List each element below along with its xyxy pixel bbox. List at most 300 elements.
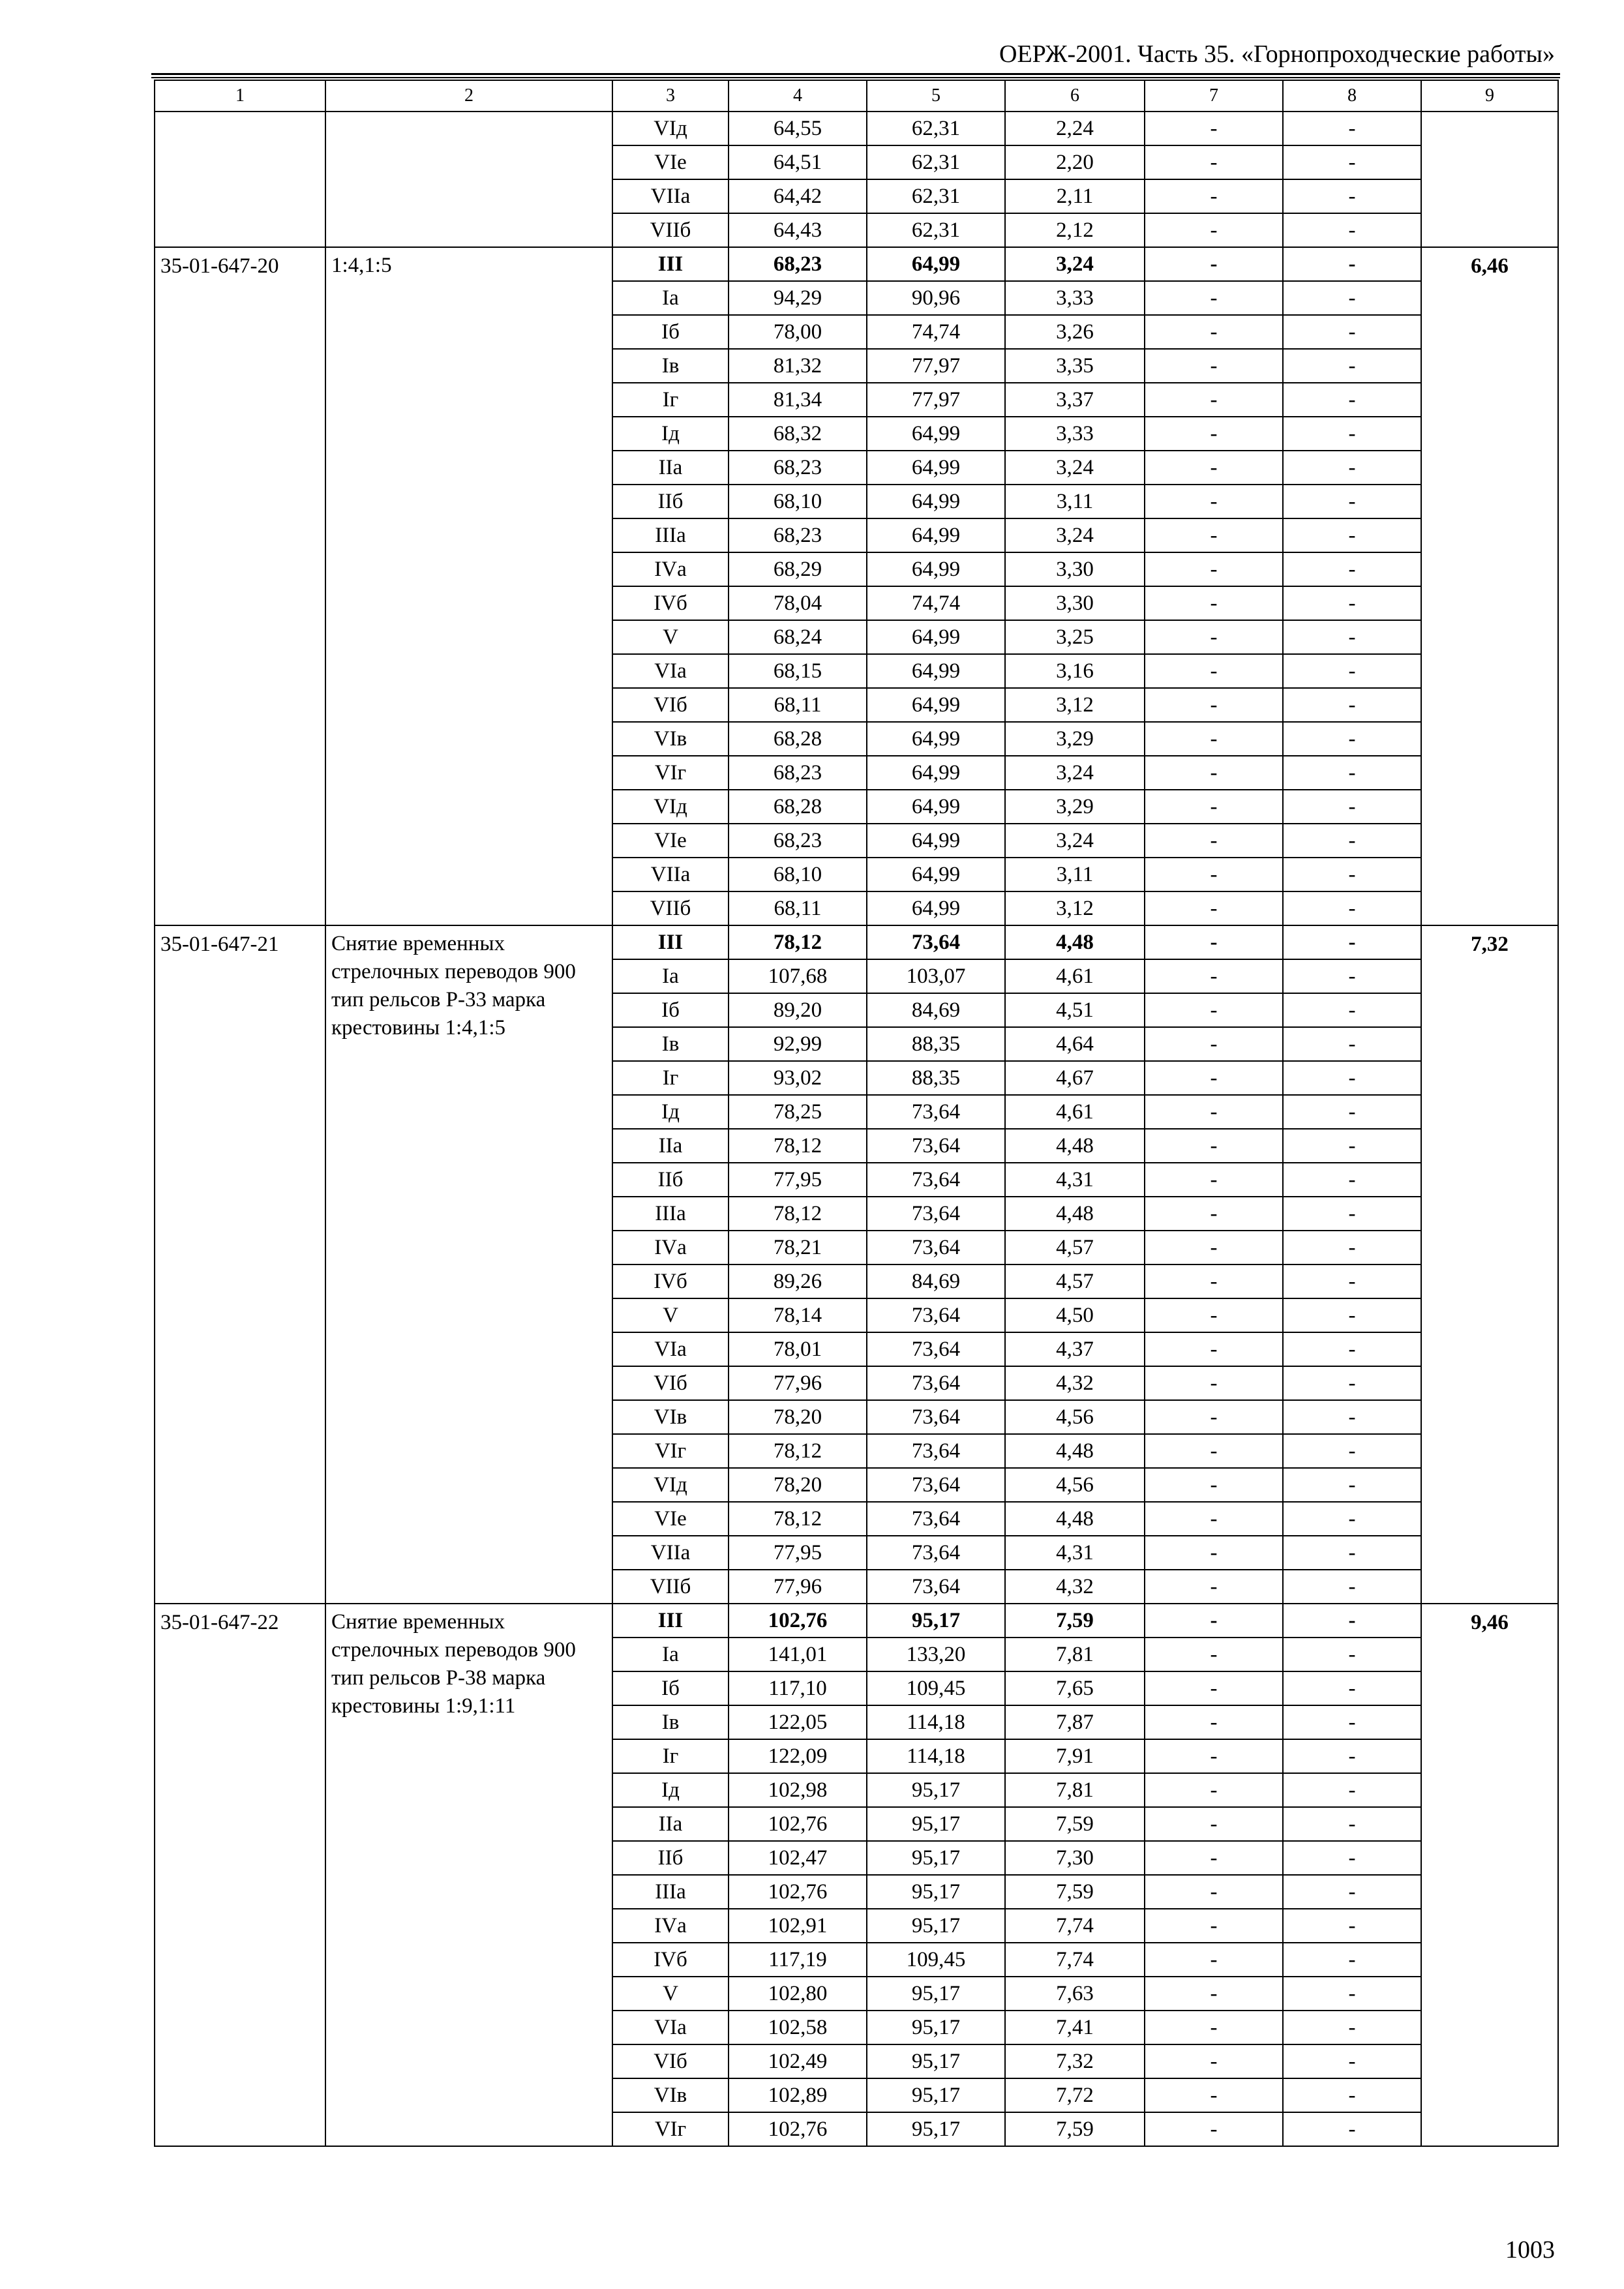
material-cost-cell: - (1283, 1773, 1421, 1807)
labor-cost-cell: 64,99 (867, 654, 1005, 688)
driver-cost-cell: - (1145, 315, 1283, 349)
zone-cell: Iг (612, 383, 729, 417)
machine-cost-cell: 2,24 (1005, 112, 1145, 145)
material-cost-cell: - (1283, 824, 1421, 858)
machine-cost-cell: 4,57 (1005, 1264, 1145, 1298)
zone-cell: VIе (612, 824, 729, 858)
machine-cost-cell: 3,26 (1005, 315, 1145, 349)
material-cost-cell: - (1283, 756, 1421, 790)
total-cost-cell: 68,24 (729, 620, 867, 654)
zone-cell: VIг (612, 1434, 729, 1468)
material-cost-cell: - (1283, 993, 1421, 1027)
rate-code: 35-01-647-22 (155, 1604, 325, 2146)
driver-cost-cell: - (1145, 1298, 1283, 1332)
table-row (155, 925, 1558, 959)
zone-cell: VIIа (612, 1536, 729, 1570)
labor-cost-cell: 74,74 (867, 315, 1005, 349)
material-cost-cell: - (1283, 247, 1421, 281)
total-cost-cell: 102,76 (729, 1875, 867, 1909)
material-cost-cell: - (1283, 1468, 1421, 1502)
machine-cost-cell: 7,72 (1005, 2078, 1145, 2112)
column-number: 6 (1005, 80, 1145, 112)
total-cost-cell: 78,25 (729, 1095, 867, 1129)
total-cost-cell: 94,29 (729, 281, 867, 315)
total-cost-cell: 68,11 (729, 688, 867, 722)
labor-cost-cell: 62,31 (867, 112, 1005, 145)
labor-hours-cell: 7,32 (1421, 925, 1558, 1604)
zone-cell: VIд (612, 1468, 729, 1502)
machine-cost-cell: 3,16 (1005, 654, 1145, 688)
zone-cell: Iв (612, 1705, 729, 1739)
zone-cell: VIв (612, 1400, 729, 1434)
driver-cost-cell: - (1145, 1332, 1283, 1366)
machine-cost-cell: 2,11 (1005, 179, 1145, 213)
labor-cost-cell: 88,35 (867, 1027, 1005, 1061)
driver-cost-cell: - (1145, 281, 1283, 315)
zone-cell: VIIб (612, 213, 729, 247)
labor-cost-cell: 90,96 (867, 281, 1005, 315)
material-cost-cell: - (1283, 349, 1421, 383)
zone-cell: VIд (612, 790, 729, 824)
zone-cell: Iб (612, 315, 729, 349)
labor-hours-cell: 6,46 (1421, 247, 1558, 925)
driver-cost-cell: - (1145, 1841, 1283, 1875)
material-cost-cell: - (1283, 2044, 1421, 2078)
machine-cost-cell: 4,31 (1005, 1163, 1145, 1197)
rate-code: 35-01-647-20 (155, 247, 325, 925)
column-number: 1 (155, 80, 325, 112)
zone-cell: VIе (612, 145, 729, 179)
column-number: 7 (1145, 80, 1283, 112)
total-cost-cell: 64,42 (729, 179, 867, 213)
zone-cell: IIа (612, 451, 729, 485)
total-cost-cell: 93,02 (729, 1061, 867, 1095)
zone-cell: Iа (612, 959, 729, 993)
material-cost-cell: - (1283, 1434, 1421, 1468)
total-cost-cell: 68,23 (729, 824, 867, 858)
machine-cost-cell: 3,12 (1005, 688, 1145, 722)
total-cost-cell: 117,10 (729, 1671, 867, 1705)
zone-cell: VIб (612, 1366, 729, 1400)
zone-cell: Iд (612, 417, 729, 451)
zone-cell: IVб (612, 1943, 729, 1977)
labor-cost-cell: 73,64 (867, 1298, 1005, 1332)
zone-cell: III (612, 1604, 729, 1638)
labor-cost-cell: 64,99 (867, 858, 1005, 891)
total-cost-cell: 68,10 (729, 858, 867, 891)
driver-cost-cell: - (1145, 1264, 1283, 1298)
column-number: 5 (867, 80, 1005, 112)
labor-cost-cell: 114,18 (867, 1739, 1005, 1773)
total-cost-cell: 78,12 (729, 1434, 867, 1468)
labor-cost-cell: 95,17 (867, 2078, 1005, 2112)
material-cost-cell: - (1283, 959, 1421, 993)
labor-cost-cell: 109,45 (867, 1943, 1005, 1977)
driver-cost-cell: - (1145, 824, 1283, 858)
total-cost-cell: 77,96 (729, 1366, 867, 1400)
rate-code (155, 112, 325, 247)
zone-cell: Iа (612, 281, 729, 315)
rate-name: 1:4,1:5 (325, 247, 612, 925)
column-number: 8 (1283, 80, 1421, 112)
labor-cost-cell: 64,99 (867, 756, 1005, 790)
material-cost-cell: - (1283, 925, 1421, 959)
zone-cell: IVа (612, 1231, 729, 1264)
material-cost-cell: - (1283, 2112, 1421, 2146)
total-cost-cell: 102,58 (729, 2011, 867, 2044)
material-cost-cell: - (1283, 1943, 1421, 1977)
header-rule-inner (151, 77, 1560, 78)
driver-cost-cell: - (1145, 2112, 1283, 2146)
total-cost-cell: 78,12 (729, 1129, 867, 1163)
machine-cost-cell: 7,59 (1005, 1604, 1145, 1638)
material-cost-cell: - (1283, 688, 1421, 722)
total-cost-cell: 77,95 (729, 1163, 867, 1197)
machine-cost-cell: 7,91 (1005, 1739, 1145, 1773)
labor-cost-cell: 95,17 (867, 1875, 1005, 1909)
zone-cell: Iв (612, 1027, 729, 1061)
labor-cost-cell: 95,17 (867, 1841, 1005, 1875)
zone-cell: IIб (612, 1163, 729, 1197)
machine-cost-cell: 7,87 (1005, 1705, 1145, 1739)
zone-cell: V (612, 1977, 729, 2011)
zone-cell: VIIб (612, 891, 729, 925)
machine-cost-cell: 7,59 (1005, 2112, 1145, 2146)
rate-name: Снятие временных стрелочных переводов 900 тип рельсов Р-33 марка крестовины 1:4,1:5 (325, 925, 612, 1604)
driver-cost-cell: - (1145, 349, 1283, 383)
zone-cell: IIIа (612, 1197, 729, 1231)
driver-cost-cell: - (1145, 722, 1283, 756)
labor-cost-cell: 114,18 (867, 1705, 1005, 1739)
zone-cell: Iд (612, 1095, 729, 1129)
driver-cost-cell: - (1145, 1366, 1283, 1400)
column-number: 3 (612, 80, 729, 112)
machine-cost-cell: 4,48 (1005, 1434, 1145, 1468)
labor-cost-cell: 73,64 (867, 1163, 1005, 1197)
material-cost-cell: - (1283, 790, 1421, 824)
driver-cost-cell: - (1145, 1061, 1283, 1095)
material-cost-cell: - (1283, 586, 1421, 620)
machine-cost-cell: 7,41 (1005, 2011, 1145, 2044)
machine-cost-cell: 7,65 (1005, 1671, 1145, 1705)
column-numbers-row (155, 80, 1558, 112)
zone-cell: Iд (612, 1773, 729, 1807)
total-cost-cell: 78,21 (729, 1231, 867, 1264)
driver-cost-cell: - (1145, 654, 1283, 688)
labor-cost-cell: 77,97 (867, 349, 1005, 383)
labor-cost-cell: 73,64 (867, 1366, 1005, 1400)
zone-cell: VIе (612, 1502, 729, 1536)
labor-cost-cell: 64,99 (867, 451, 1005, 485)
driver-cost-cell: - (1145, 1400, 1283, 1434)
material-cost-cell: - (1283, 1909, 1421, 1943)
zone-cell: VIб (612, 688, 729, 722)
zone-cell: VIIа (612, 179, 729, 213)
material-cost-cell: - (1283, 1807, 1421, 1841)
material-cost-cell: - (1283, 1739, 1421, 1773)
material-cost-cell: - (1283, 1400, 1421, 1434)
zone-cell: VIг (612, 756, 729, 790)
machine-cost-cell: 7,30 (1005, 1841, 1145, 1875)
total-cost-cell: 102,47 (729, 1841, 867, 1875)
total-cost-cell: 102,76 (729, 1807, 867, 1841)
column-number: 9 (1421, 80, 1558, 112)
machine-cost-cell: 4,61 (1005, 959, 1145, 993)
material-cost-cell: - (1283, 1061, 1421, 1095)
labor-cost-cell: 64,99 (867, 552, 1005, 586)
table-row (155, 1604, 1558, 1638)
total-cost-cell: 78,01 (729, 1332, 867, 1366)
total-cost-cell: 81,32 (729, 349, 867, 383)
machine-cost-cell: 7,81 (1005, 1773, 1145, 1807)
driver-cost-cell: - (1145, 959, 1283, 993)
labor-cost-cell: 64,99 (867, 790, 1005, 824)
labor-cost-cell: 73,64 (867, 1570, 1005, 1604)
labor-cost-cell: 73,64 (867, 925, 1005, 959)
labor-cost-cell: 95,17 (867, 1977, 1005, 2011)
material-cost-cell: - (1283, 2011, 1421, 2044)
labor-cost-cell: 77,97 (867, 383, 1005, 417)
table-row (155, 112, 1558, 145)
driver-cost-cell: - (1145, 925, 1283, 959)
machine-cost-cell: 4,64 (1005, 1027, 1145, 1061)
driver-cost-cell: - (1145, 1638, 1283, 1671)
page-header-title: ОЕРЖ-2001. Часть 35. «Горнопроходческие работы» (999, 40, 1555, 68)
material-cost-cell: - (1283, 1197, 1421, 1231)
labor-cost-cell: 95,17 (867, 1773, 1005, 1807)
machine-cost-cell: 3,30 (1005, 586, 1145, 620)
material-cost-cell: - (1283, 1841, 1421, 1875)
machine-cost-cell: 3,33 (1005, 417, 1145, 451)
total-cost-cell: 122,09 (729, 1739, 867, 1773)
driver-cost-cell: - (1145, 1163, 1283, 1197)
zone-cell: IVа (612, 552, 729, 586)
labor-cost-cell: 73,64 (867, 1095, 1005, 1129)
material-cost-cell: - (1283, 112, 1421, 145)
driver-cost-cell: - (1145, 1231, 1283, 1264)
total-cost-cell: 68,32 (729, 417, 867, 451)
machine-cost-cell: 7,74 (1005, 1909, 1145, 1943)
machine-cost-cell: 4,57 (1005, 1231, 1145, 1264)
total-cost-cell: 68,23 (729, 451, 867, 485)
zone-cell: Iб (612, 993, 729, 1027)
rate-name: Снятие временных стрелочных переводов 900 тип рельсов Р-38 марка крестовины 1:9,1:11 (325, 1604, 612, 2146)
material-cost-cell: - (1283, 654, 1421, 688)
total-cost-cell: 117,19 (729, 1943, 867, 1977)
material-cost-cell: - (1283, 1536, 1421, 1570)
machine-cost-cell: 3,12 (1005, 891, 1145, 925)
driver-cost-cell: - (1145, 2078, 1283, 2112)
driver-cost-cell: - (1145, 247, 1283, 281)
total-cost-cell: 78,12 (729, 925, 867, 959)
driver-cost-cell: - (1145, 993, 1283, 1027)
machine-cost-cell: 4,32 (1005, 1366, 1145, 1400)
driver-cost-cell: - (1145, 451, 1283, 485)
page-number: 1003 (1505, 2236, 1555, 2264)
total-cost-cell: 64,43 (729, 213, 867, 247)
labor-cost-cell: 84,69 (867, 993, 1005, 1027)
machine-cost-cell: 4,67 (1005, 1061, 1145, 1095)
total-cost-cell: 68,15 (729, 654, 867, 688)
driver-cost-cell: - (1145, 1027, 1283, 1061)
material-cost-cell: - (1283, 1264, 1421, 1298)
total-cost-cell: 77,95 (729, 1536, 867, 1570)
material-cost-cell: - (1283, 552, 1421, 586)
rates-table (154, 80, 1559, 2147)
machine-cost-cell: 3,24 (1005, 756, 1145, 790)
total-cost-cell: 102,80 (729, 1977, 867, 2011)
machine-cost-cell: 4,56 (1005, 1400, 1145, 1434)
machine-cost-cell: 3,25 (1005, 620, 1145, 654)
material-cost-cell: - (1283, 1638, 1421, 1671)
total-cost-cell: 78,20 (729, 1400, 867, 1434)
machine-cost-cell: 3,35 (1005, 349, 1145, 383)
material-cost-cell: - (1283, 1129, 1421, 1163)
driver-cost-cell: - (1145, 1875, 1283, 1909)
total-cost-cell: 78,20 (729, 1468, 867, 1502)
machine-cost-cell: 3,29 (1005, 722, 1145, 756)
total-cost-cell: 81,34 (729, 383, 867, 417)
total-cost-cell: 78,00 (729, 315, 867, 349)
driver-cost-cell: - (1145, 485, 1283, 518)
zone-cell: IVб (612, 1264, 729, 1298)
labor-cost-cell: 95,17 (867, 2011, 1005, 2044)
table-row (155, 247, 1558, 281)
material-cost-cell: - (1283, 383, 1421, 417)
driver-cost-cell: - (1145, 1570, 1283, 1604)
labor-cost-cell: 64,99 (867, 518, 1005, 552)
material-cost-cell: - (1283, 722, 1421, 756)
labor-cost-cell: 62,31 (867, 213, 1005, 247)
zone-cell: IIа (612, 1807, 729, 1841)
driver-cost-cell: - (1145, 145, 1283, 179)
driver-cost-cell: - (1145, 1671, 1283, 1705)
driver-cost-cell: - (1145, 112, 1283, 145)
zone-cell: Iв (612, 349, 729, 383)
driver-cost-cell: - (1145, 1197, 1283, 1231)
total-cost-cell: 89,20 (729, 993, 867, 1027)
zone-cell: VIа (612, 2011, 729, 2044)
material-cost-cell: - (1283, 1977, 1421, 2011)
machine-cost-cell: 3,24 (1005, 451, 1145, 485)
driver-cost-cell: - (1145, 1943, 1283, 1977)
labor-cost-cell: 103,07 (867, 959, 1005, 993)
labor-cost-cell: 95,17 (867, 1604, 1005, 1638)
total-cost-cell: 92,99 (729, 1027, 867, 1061)
total-cost-cell: 68,23 (729, 518, 867, 552)
machine-cost-cell: 3,24 (1005, 247, 1145, 281)
machine-cost-cell: 4,50 (1005, 1298, 1145, 1332)
material-cost-cell: - (1283, 620, 1421, 654)
driver-cost-cell: - (1145, 1705, 1283, 1739)
machine-cost-cell: 3,11 (1005, 485, 1145, 518)
total-cost-cell: 78,12 (729, 1502, 867, 1536)
zone-cell: VIд (612, 112, 729, 145)
labor-hours-cell (1421, 112, 1558, 247)
total-cost-cell: 68,11 (729, 891, 867, 925)
machine-cost-cell: 4,31 (1005, 1536, 1145, 1570)
labor-cost-cell: 64,99 (867, 688, 1005, 722)
labor-cost-cell: 73,64 (867, 1129, 1005, 1163)
zone-cell: IIб (612, 485, 729, 518)
material-cost-cell: - (1283, 1570, 1421, 1604)
labor-cost-cell: 64,99 (867, 620, 1005, 654)
machine-cost-cell: 3,33 (1005, 281, 1145, 315)
material-cost-cell: - (1283, 417, 1421, 451)
machine-cost-cell: 4,48 (1005, 1197, 1145, 1231)
labor-cost-cell: 73,64 (867, 1502, 1005, 1536)
material-cost-cell: - (1283, 451, 1421, 485)
machine-cost-cell: 7,32 (1005, 2044, 1145, 2078)
machine-cost-cell: 7,63 (1005, 1977, 1145, 2011)
total-cost-cell: 122,05 (729, 1705, 867, 1739)
material-cost-cell: - (1283, 1502, 1421, 1536)
total-cost-cell: 68,10 (729, 485, 867, 518)
machine-cost-cell: 4,32 (1005, 1570, 1145, 1604)
driver-cost-cell: - (1145, 1604, 1283, 1638)
zone-cell: III (612, 925, 729, 959)
material-cost-cell: - (1283, 1366, 1421, 1400)
machine-cost-cell: 4,48 (1005, 925, 1145, 959)
rate-name (325, 112, 612, 247)
driver-cost-cell: - (1145, 1909, 1283, 1943)
total-cost-cell: 102,89 (729, 2078, 867, 2112)
driver-cost-cell: - (1145, 858, 1283, 891)
material-cost-cell: - (1283, 891, 1421, 925)
driver-cost-cell: - (1145, 1739, 1283, 1773)
machine-cost-cell: 3,29 (1005, 790, 1145, 824)
labor-cost-cell: 109,45 (867, 1671, 1005, 1705)
material-cost-cell: - (1283, 315, 1421, 349)
driver-cost-cell: - (1145, 1536, 1283, 1570)
material-cost-cell: - (1283, 1163, 1421, 1197)
driver-cost-cell: - (1145, 688, 1283, 722)
zone-cell: IIб (612, 1841, 729, 1875)
material-cost-cell: - (1283, 179, 1421, 213)
driver-cost-cell: - (1145, 1129, 1283, 1163)
driver-cost-cell: - (1145, 1434, 1283, 1468)
machine-cost-cell: 3,11 (1005, 858, 1145, 891)
labor-hours-cell: 9,46 (1421, 1604, 1558, 2146)
zone-cell: VIв (612, 722, 729, 756)
total-cost-cell: 102,91 (729, 1909, 867, 1943)
machine-cost-cell: 2,12 (1005, 213, 1145, 247)
rate-code: 35-01-647-21 (155, 925, 325, 1604)
labor-cost-cell: 64,99 (867, 485, 1005, 518)
zone-cell: Iг (612, 1739, 729, 1773)
zone-cell: VIа (612, 654, 729, 688)
material-cost-cell: - (1283, 1705, 1421, 1739)
zone-cell: IVа (612, 1909, 729, 1943)
material-cost-cell: - (1283, 1095, 1421, 1129)
labor-cost-cell: 133,20 (867, 1638, 1005, 1671)
zone-cell: V (612, 620, 729, 654)
labor-cost-cell: 73,64 (867, 1197, 1005, 1231)
driver-cost-cell: - (1145, 1807, 1283, 1841)
labor-cost-cell: 88,35 (867, 1061, 1005, 1095)
labor-cost-cell: 73,64 (867, 1332, 1005, 1366)
zone-cell: IIа (612, 1129, 729, 1163)
zone-cell: IIIа (612, 518, 729, 552)
zone-cell: Iг (612, 1061, 729, 1095)
material-cost-cell: - (1283, 1298, 1421, 1332)
zone-cell: VIа (612, 1332, 729, 1366)
total-cost-cell: 78,12 (729, 1197, 867, 1231)
labor-cost-cell: 73,64 (867, 1468, 1005, 1502)
machine-cost-cell: 3,30 (1005, 552, 1145, 586)
zone-cell: VIб (612, 2044, 729, 2078)
zone-cell: IVб (612, 586, 729, 620)
